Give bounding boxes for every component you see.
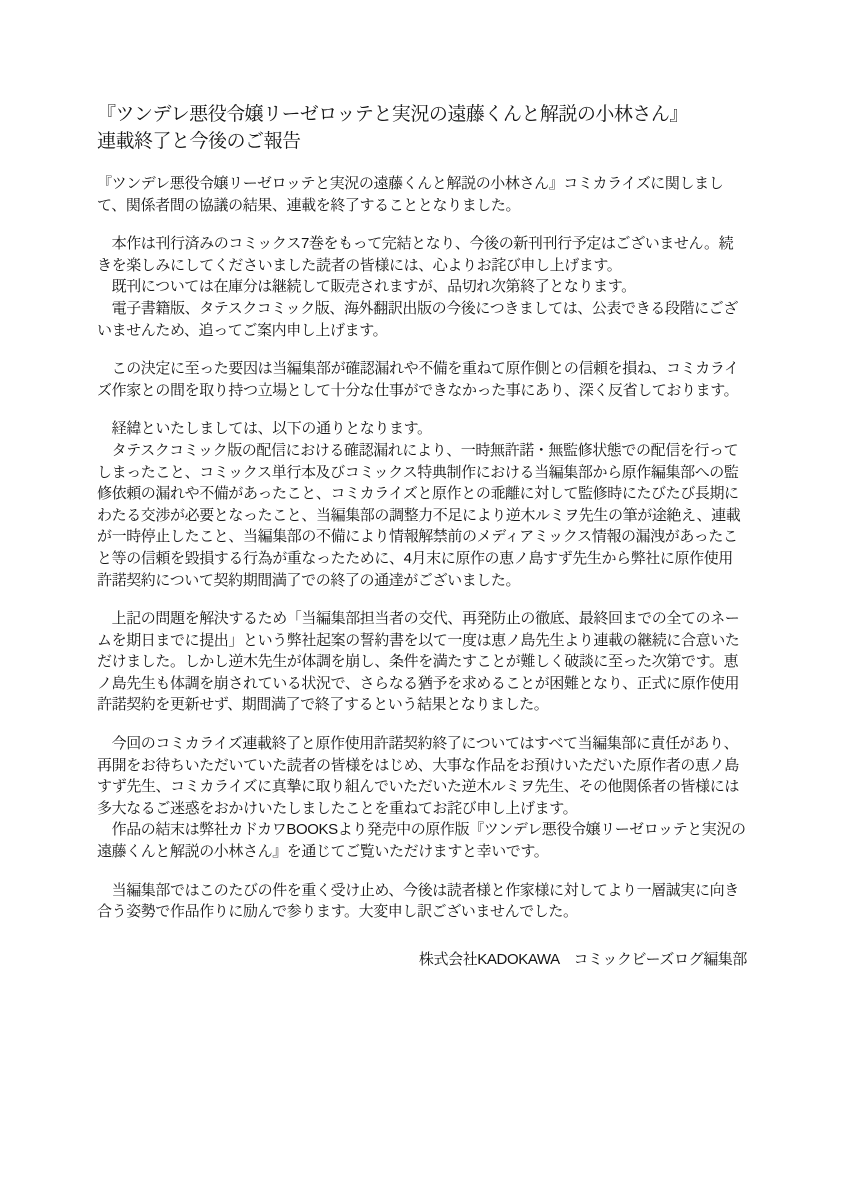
paragraph-publication-status xyxy=(97,233,747,341)
paragraph-circumstances xyxy=(97,418,747,591)
paragraph-text: タテスクコミック版の配信における確認漏れにより、一時無許諾・無監修状態での配信を行ってしまったこと、コミックス単行本及びコミックス特典制作における当編集部から原作編集部への監修依頼の漏れや不備があったこと、コミカライズと原作との乖離に対して監修時にたびたび長期にわたる交渉が必要となったこと、当編集部の調整力不足により逆木ルミヲ先生の筆が途絶え、連載が一時停止したこと、当編集部の不備により情報解禁前のメディアミックス情報の漏洩があったこと等の信頼を毀損する行為が重なったために、4月末に原作の恵ノ島すず先生から弊社に原作使用許諾契約について契約期間満了での終了の通達がございました。 xyxy=(97,441,741,589)
paragraph-text: 当編集部ではこのたびの件を重く受け止め、今後は読者様と作家様に対してより一層誠実に向き合う姿勢で作品作りに励んで参ります。大変申し訳ございませんでした。 xyxy=(97,881,739,921)
document-title xyxy=(97,101,747,155)
paragraph-intro xyxy=(97,173,747,216)
document-content xyxy=(97,101,747,970)
paragraph-text: 『ツンデレ悪役令嬢リーゼロッテと実況の遠藤くんと解説の小林さん』コミカライズに関しまして、関係者間の協議の結果、連載を終了することとなりました。 xyxy=(97,175,724,214)
paragraph-resolution-attempt xyxy=(97,608,747,716)
paragraph-text: 経緯といたしましては、以下の通りとなります。 xyxy=(97,420,432,438)
title-line-1: 『ツンデレ悪役令嬢リーゼロッテと実況の遠藤くんと解説の小林さん』 xyxy=(97,104,688,125)
title-line-2: 連載終了と今後のご報告 xyxy=(97,131,301,152)
paragraph-text: 作品の結末は弊社カドカワBOOKSより発売中の原作版『ツンデレ悪役令嬢リーゼロッテと実況の遠藤くんと解説の小林さん』を通じてご覧いただけますと幸いです。 xyxy=(97,821,746,861)
paragraph-text: 電子書籍版、タテスクコミック版、海外翻訳出版の今後につきましては、公表できる段階にございませんため、追ってご案内申し上げます。 xyxy=(97,299,738,339)
paragraph-closing xyxy=(97,880,747,923)
signature-company: 株式会社KADOKAWA コミックビーズログ編集部 xyxy=(418,950,747,968)
paragraph-text: 既刊については在庫分は継続して販売されますが、品切れ次第終了となります。 xyxy=(97,278,636,296)
paragraph-text: 今回のコミカライズ連載終了と原作使用許諾契約終了についてはすべて当編集部に責任があり、再開をお待ちいただいていた読者の皆様をはじめ、大事な作品をお預けいただいた原作者の恵ノ島すず先生、コミカライズに真摯に取り組んでいただいた逆木ルミヲ先生、その他関係者の皆様には多大なるご迷惑をおかけいたしましたことを重ねてお詫び申し上げます。 xyxy=(97,735,739,817)
paragraph-apology xyxy=(97,733,747,863)
paragraph-text: この決定に至った要因は当編集部が確認漏れや不備を重ねて原作側との信頼を損ね、コミカライズ作家との間を取り持つ立場として十分な仕事ができなかった事にあり、深く反省しております。 xyxy=(97,360,739,399)
paragraph-text: 本作は刊行済みのコミックス7巻をもって完結となり、今後の新刊刊行予定はございません。続きを楽しみにしてくださいました読者の皆様には、心よりお詫び申し上げます。 xyxy=(97,235,734,274)
paragraph-cause xyxy=(97,358,747,401)
paragraph-text: 上記の問題を解決するため「当編集部担当者の交代、再発防止の徹底、最終回までの全てのネームを期日までに提出」という弊社起案の誓約書を以て一度は恵ノ島先生より連載の継続に合意いただけました。しかし逆木先生が体調を崩し、条件を満たすことが難しく破談に至った次第です。恵ノ島先生も体調を崩されている状況で、さらなる猶予を求めることが困難となり、正式に原作使用許諾契約を更新せず、期間満了で終了するという結果となりました。 xyxy=(97,610,740,714)
